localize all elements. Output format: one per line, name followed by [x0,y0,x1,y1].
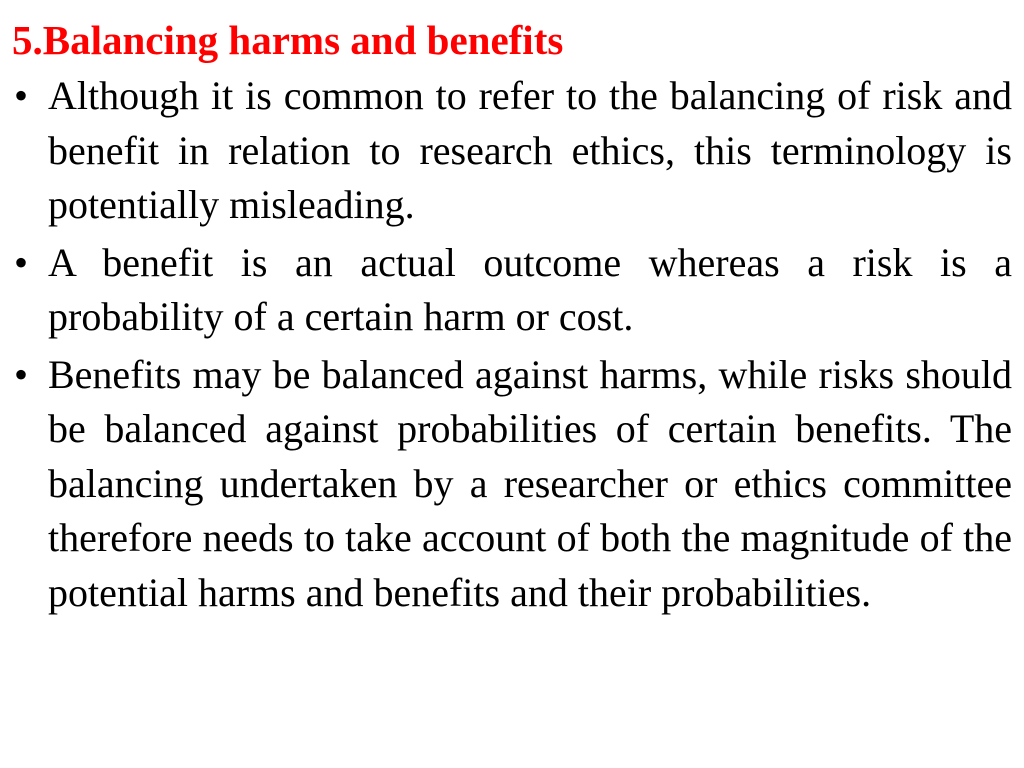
bullet-item [12,69,1012,233]
slide-title: 5.Balancing harms and benefits [12,17,564,63]
bullet-text: A benefit is an actual outcome whereas a risk is a probability of a certain harm or cost. [48,239,1012,339]
bullet-icon: • [14,351,29,397]
bullet-list [12,69,1012,620]
bullet-item [12,236,1012,345]
bullet-text: Benefits may be balanced against harms, while risks should be balanced against probabilities of certain benefits. The balancing undertaken by a researcher or ethics committee therefore needs to take account of both the magnitude of the potential harms and benefits and their probabilities. [48,351,1012,615]
bullet-text: Although it is common to refer to the balancing of risk and benefit in relation to research ethics, this terminology is potentially misleading. [48,73,1012,227]
bullet-item [12,348,1012,621]
bullet-icon: • [14,73,29,118]
bullet-icon: • [14,239,29,285]
